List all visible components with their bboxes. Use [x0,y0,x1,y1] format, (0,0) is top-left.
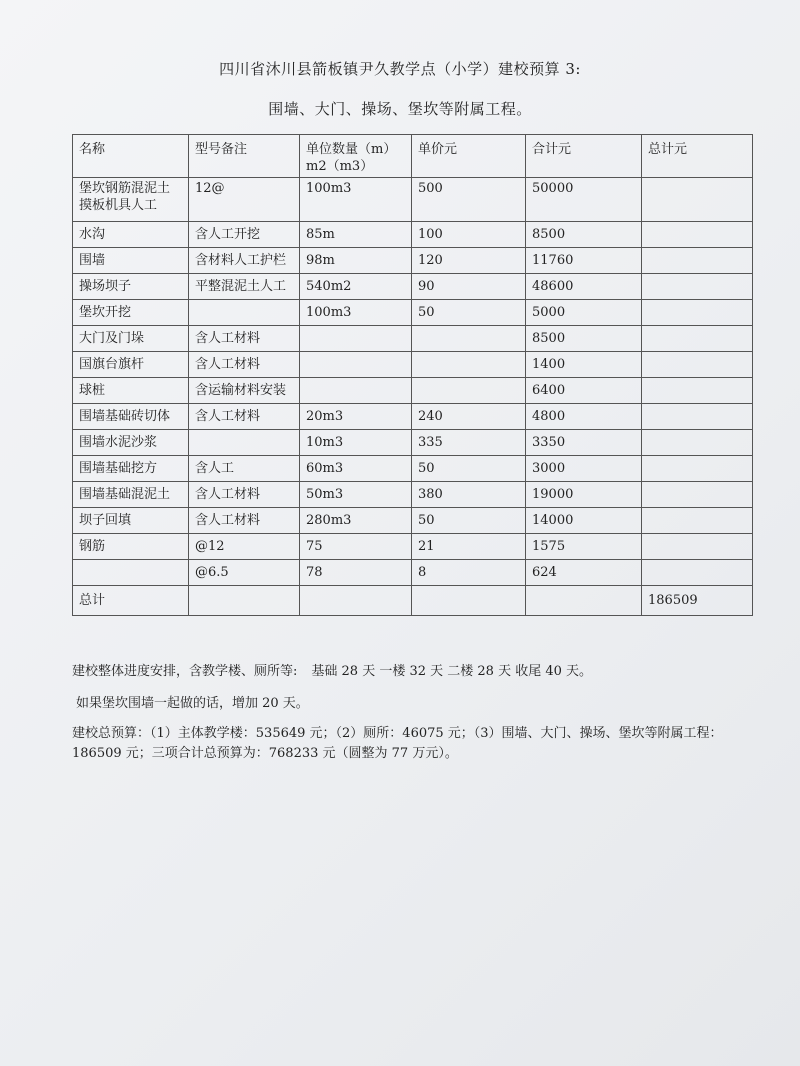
table-cell: 1400 [526,352,642,378]
table-cell: 500 [412,178,526,222]
table-row [73,300,753,326]
table-cell: 85m [300,222,412,248]
table-cell: 球桩 [73,378,189,404]
header-cell-subtotal: 合计元 [526,135,642,178]
table-cell: 5000 [526,300,642,326]
document-title: 四川省沐川县箭板镇尹久教学点（小学）建校预算 3: [219,60,581,78]
table-cell: 50 [412,508,526,534]
header-cell-name: 名称 [73,135,189,178]
table-header-row [73,135,753,178]
table-cell: 4800 [526,404,642,430]
table-cell: 186509 [642,586,753,616]
table-cell [642,222,753,248]
table-cell [300,352,412,378]
header-cell-unit-price: 单价元 [412,135,526,178]
table-cell: 60m3 [300,456,412,482]
table-cell: 50000 [526,178,642,222]
table-cell: 50 [412,300,526,326]
table-cell: 围墙基础挖方 [73,456,189,482]
table-row [73,430,753,456]
table-cell: 11760 [526,248,642,274]
table-cell: 6400 [526,378,642,404]
table-cell: 总计 [73,586,189,616]
table-cell [73,560,189,586]
table-cell [642,274,753,300]
table-row [73,482,753,508]
schedule-values: 基础 28 天 一楼 32 天 二楼 28 天 收尾 40 天。 [311,664,593,679]
table-cell: 大门及门垛 [73,326,189,352]
table-cell: 19000 [526,482,642,508]
table-cell: 含人工材料 [189,404,300,430]
table-cell [642,430,753,456]
table-cell: 国旗台旗杆 [73,352,189,378]
table-cell: 含人工材料 [189,326,300,352]
document-subtitle: 围墙、大门、操场、堡坎等附属工程。 [268,100,532,118]
table-cell: 含人工 [189,456,300,482]
table-cell: 水沟 [73,222,189,248]
table-cell: 335 [412,430,526,456]
table-cell: 围墙基础砖切体 [73,404,189,430]
table-cell [642,178,753,222]
table-cell [412,586,526,616]
table-cell [642,560,753,586]
table-row [73,456,753,482]
table-cell: 操场坝子 [73,274,189,300]
table-cell: 240 [412,404,526,430]
table-cell: 3350 [526,430,642,456]
table-cell [642,326,753,352]
table-row [73,378,753,404]
table-cell: @12 [189,534,300,560]
table-cell: 平整混泥土人工 [189,274,300,300]
table-cell: 120 [412,248,526,274]
table-cell: 围墙水泥沙浆 [73,430,189,456]
table-cell: 钢筋 [73,534,189,560]
table-cell: 含材料人工护栏 [189,248,300,274]
table-cell: 12@ [189,178,300,222]
table-cell [189,300,300,326]
table-cell: 堡坎钢筋混泥土摸板机具人工 [73,178,189,222]
table-cell: 75 [300,534,412,560]
table-cell [300,586,412,616]
table-row [73,326,753,352]
table-cell [642,534,753,560]
table-cell: 堡坎开挖 [73,300,189,326]
table-cell [642,378,753,404]
table-cell: 90 [412,274,526,300]
table-cell [526,586,642,616]
table-cell: 含人工材料 [189,482,300,508]
table-cell [189,430,300,456]
table-cell: 围墙基础混泥土 [73,482,189,508]
table-cell: 坝子回填 [73,508,189,534]
header-cell-model: 型号备注 [189,135,300,178]
table-cell: 含人工开挖 [189,222,300,248]
table-cell: 50 [412,456,526,482]
table-cell [642,456,753,482]
schedule-note [72,660,592,679]
budget-table [72,134,753,616]
table-row [73,508,753,534]
table-cell: 21 [412,534,526,560]
table-cell: 380 [412,482,526,508]
table-row [73,534,753,560]
extra-days-note: 如果堡坎围墙一起做的话，增加 20 天。 [76,696,309,711]
table-cell: 624 [526,560,642,586]
table-cell: 围墙 [73,248,189,274]
table-row [73,352,753,378]
table-cell: 3000 [526,456,642,482]
table-cell [412,352,526,378]
table-cell: 含人工材料 [189,352,300,378]
table-row [73,222,753,248]
table-cell: 48600 [526,274,642,300]
table-cell: 10m3 [300,430,412,456]
table-row [73,404,753,430]
table-cell: 含运输材料安装 [189,378,300,404]
table-row [73,274,753,300]
table-cell [642,508,753,534]
table-row [73,248,753,274]
table-cell: 14000 [526,508,642,534]
schedule-label: 建校整体进度安排，含教学楼、厕所等: [72,664,298,679]
table-cell: 50m3 [300,482,412,508]
table-row [73,586,753,616]
table-cell: 1575 [526,534,642,560]
header-cell-total: 总计元 [642,135,753,178]
table-cell [412,378,526,404]
table-cell: 78 [300,560,412,586]
table-cell: 含人工材料 [189,508,300,534]
table-cell: @6.5 [189,560,300,586]
table-cell [642,248,753,274]
total-budget-note: 建校总预算：（1）主体教学楼：535649 元；（2）厕所：46075 元；（3）围墙、大门、操场、堡坎等附属工程：186509 元；三项合计总预算为：768233 元（圆整为 77 万元）。 [72,726,723,761]
table-cell: 540m2 [300,274,412,300]
table-cell [642,404,753,430]
table-cell [300,378,412,404]
table-cell [642,482,753,508]
table-cell: 100m3 [300,178,412,222]
table-cell [412,326,526,352]
table-row [73,178,753,222]
table-cell: 8500 [526,326,642,352]
table-cell: 98m [300,248,412,274]
table-cell: 100m3 [300,300,412,326]
table-cell: 8500 [526,222,642,248]
table-cell [642,300,753,326]
header-cell-quantity: 单位数量（m）m2（m3） [300,135,412,178]
table-cell: 20m3 [300,404,412,430]
table-row [73,560,753,586]
table-cell: 100 [412,222,526,248]
table-cell: 8 [412,560,526,586]
table-cell: 280m3 [300,508,412,534]
table-cell [300,326,412,352]
table-cell [642,352,753,378]
table-cell [189,586,300,616]
